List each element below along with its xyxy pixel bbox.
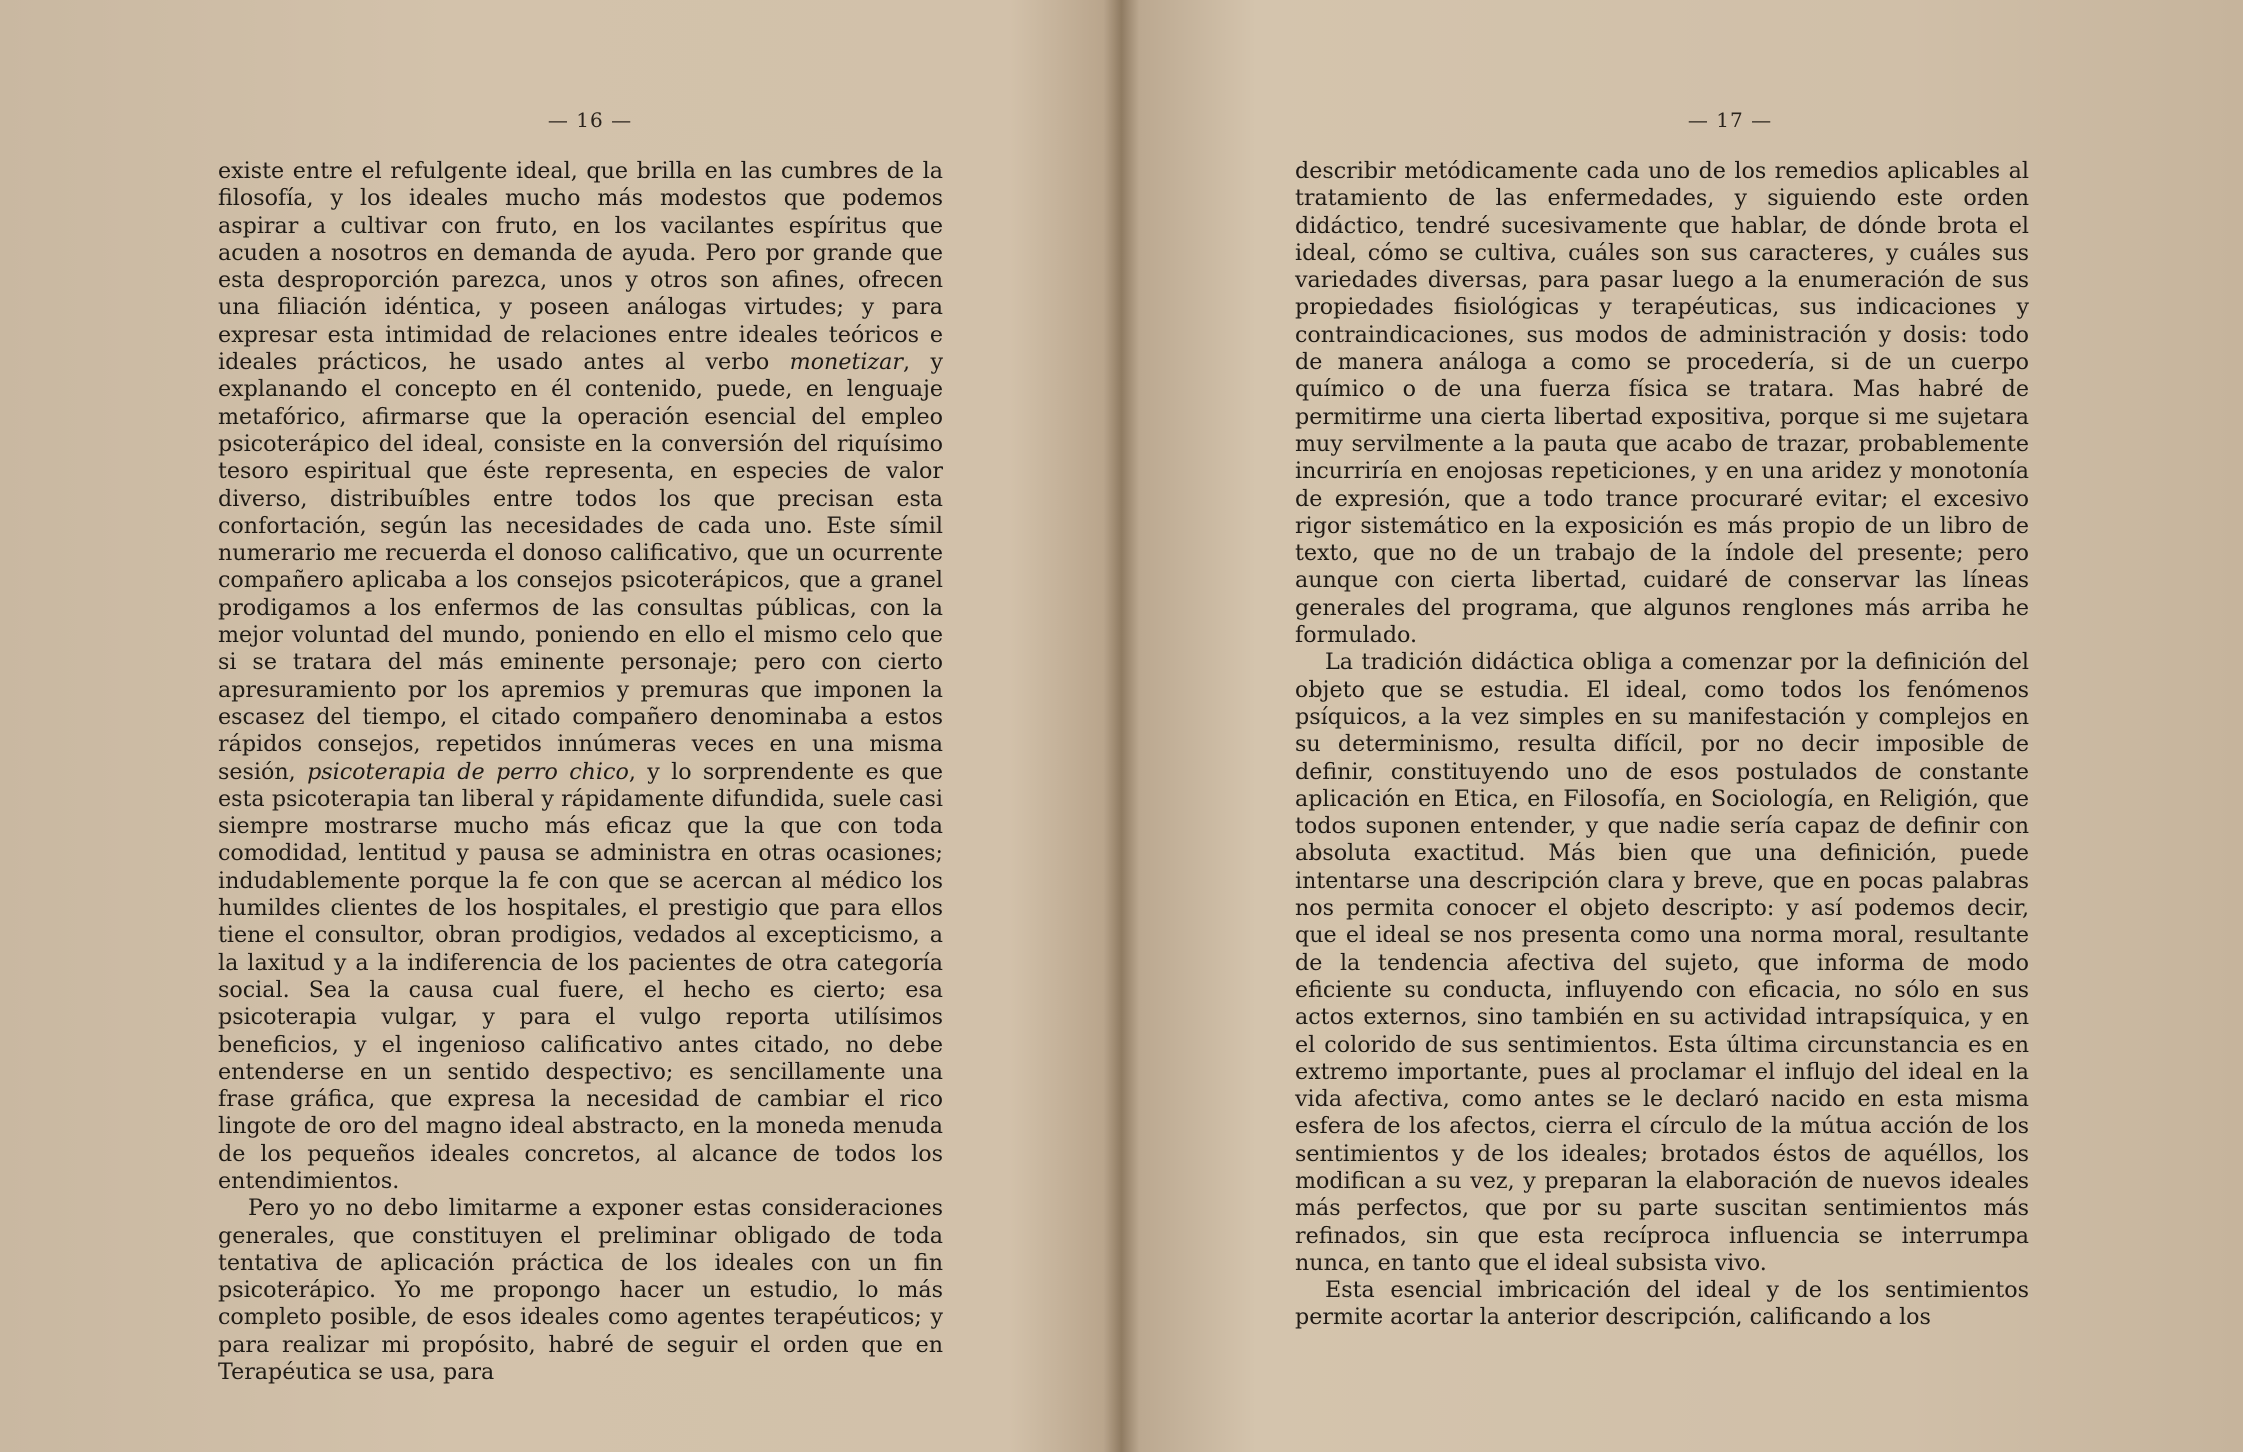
paragraph	[218, 158, 943, 1195]
text-run: La tradición didáctica obliga a comenzar por la definición del objeto que se estudia. El ideal, como todos los fenómenos psíquicos, a la vez simples en su manifestación y complejos en su determinismo, resulta difícil, por no decir imposible de definir, constituyendo uno de esos postulados de constante aplicación en Etica, en Filosofía, en Sociología, en Religión, que todos suponen entender, y que nadie sería capaz de definir con absoluta exactitud. Más bien que una definición, puede intentarse una descripción clara y breve, que en pocas palabras nos permita conocer el objeto descripto: y así podemos decir, que el ideal se nos presenta como una norma moral, resultante de la tendencia afectiva del sujeto, que informa de modo eficiente su conducta, influyendo con eficacia, no sólo en sus actos externos, sino también en su actividad intrapsíquica, y en el colorido de sus sentimientos. Esta última circunstancia es en extremo importante, pues al proclamar el influjo del ideal en la vida afectiva, como antes se le declaró nacido en esta misma esfera de los afectos, cierra el círculo de la mútua acción de los sentimientos y de los ideales; brotados éstos de aquéllos, los modifican a su vez, y preparan la elaboración de nuevos ideales más perfectos, que por su parte suscitan sentimientos más refinados, sin que esta recíproca influencia se interrumpa nunca, en tanto que el ideal subsista vivo.	[1295, 649, 2029, 1276]
right-page	[1125, 0, 2243, 1452]
page-text	[218, 158, 943, 1386]
text-run: describir metódicamente cada uno de los remedios aplicables al tratamiento de las enfermedades, y siguiendo este orden didáctico, tendré sucesivamente que hablar, de dónde brota el ideal, cómo se cultiva, cuáles son sus caracteres, y cuáles sus variedades diversas, para pasar luego a la enumeración de sus propiedades fisiológicas y terapéuticas, sus indicaciones y contraindicaciones, sus modos de administración y dosis: todo de manera análoga a como se procedería, si de un cuerpo químico o de una fuerza física se tratara. Mas habré de permitirme una cierta libertad expositiva, porque si me sujetara muy servilmente a la pauta que acabo de trazar, probablemente incurriría en enojosas repeticiones, y en una aridez y monotonía de expresión, que a todo trance procuraré evitar; el excesivo rigor sistemático en la exposición es más propio de un libro de texto, que no de un trabajo de la índole del presente; pero aunque con cierta libertad, cuidaré de conservar las líneas generales del programa, que algunos renglones más arriba he formulado.	[1295, 158, 2029, 649]
paragraph	[1295, 649, 2029, 1277]
left-page	[0, 0, 1118, 1452]
italic-run: monetizar	[789, 349, 904, 376]
page-number: — 16 —	[547, 108, 633, 132]
paragraph	[1295, 1277, 2029, 1332]
text-run: existe entre el refulgente ideal, que brilla en las cumbres de la filosofía, y los ideales mucho más modestos que podemos aspirar a cultivar con fruto, en los vacilantes espíritus que acuden a nosotros en demanda de ayuda. Pero por grande que esta desproporción parezca, unos y otros son afines, ofrecen una filiación idéntica, y poseen análogas virtudes; y para expresar esta intimidad de relaciones entre ideales teóricos e ideales prácticos, he usado antes al verbo	[218, 158, 943, 376]
text-run: , y lo sorprendente es que esta psicoterapia tan liberal y rápidamente difundida, suele casi siempre mostrarse mucho más eficaz que la que con toda comodidad, lentitud y pausa se administra en otras ocasiones; indudablemente porque la fe con que se acercan al médico los humildes clientes de los hospitales, el prestigio que para ellos tiene el consultor, obran prodigios, vedados al excepticismo, a la laxitud y a la indiferencia de los pacientes de otra categoría social. Sea la causa cual fuere, el hecho es cierto; esa psicoterapia vulgar, y para el vulgo reporta utilísimos beneficios, y el ingenioso calificativo antes citado, no debe entenderse en un sentido despectivo; es sencillamente una frase gráfica, que expresa la necesidad de cambiar el rico lingote de oro del magno ideal abstracto, en la moneda menuda de los pequeños ideales concretos, al alcance de todos los entendimientos.	[218, 758, 943, 1194]
paragraph	[1295, 158, 2029, 649]
text-run: Pero yo no debo limitarme a exponer estas consideraciones generales, que constituyen el preliminar obligado de toda tentativa de aplicación práctica de los ideales con un fin psicoterápico. Yo me propongo hacer un estudio, lo más completo posible, de esos ideales como agentes terapéuticos; y para realizar mi propósito, habré de seguir el orden que en Terapéutica se usa, para	[218, 1195, 943, 1386]
text-run: , y explanando el concepto en él contenido, puede, en lenguaje metafórico, afirmarse que la operación esencial del empleo psicoterápico del ideal, consiste en la conversión del riquísimo tesoro espiritual que éste representa, en especies de valor diverso, distribuíbles entre todos los que precisan esta confortación, según las necesidades de cada uno. Este símil numerario me recuerda el donoso calificativo, que un ocurrente compañero aplicaba a los consejos psicoterápicos, que a granel prodigamos a los enfermos de las consultas públicas, con la mejor voluntad del mundo, poniendo en ello el mismo celo que si se tratara del más eminente personaje; pero con cierto apresuramiento por los apremios y premuras que imponen la escasez del tiempo, el citado compañero denominaba a estos rápidos consejos, repetidos innúmeras veces en una misma sesión,	[218, 349, 943, 785]
page-number: — 17 —	[1687, 108, 1773, 132]
italic-run: psicoterapia de perro chico	[307, 758, 629, 785]
page-text	[1295, 158, 2029, 1332]
paragraph	[218, 1195, 943, 1386]
text-run: Esta esencial imbricación del ideal y de los sentimientos permite acortar la anterior descripción, calificando a los	[1295, 1277, 2029, 1331]
